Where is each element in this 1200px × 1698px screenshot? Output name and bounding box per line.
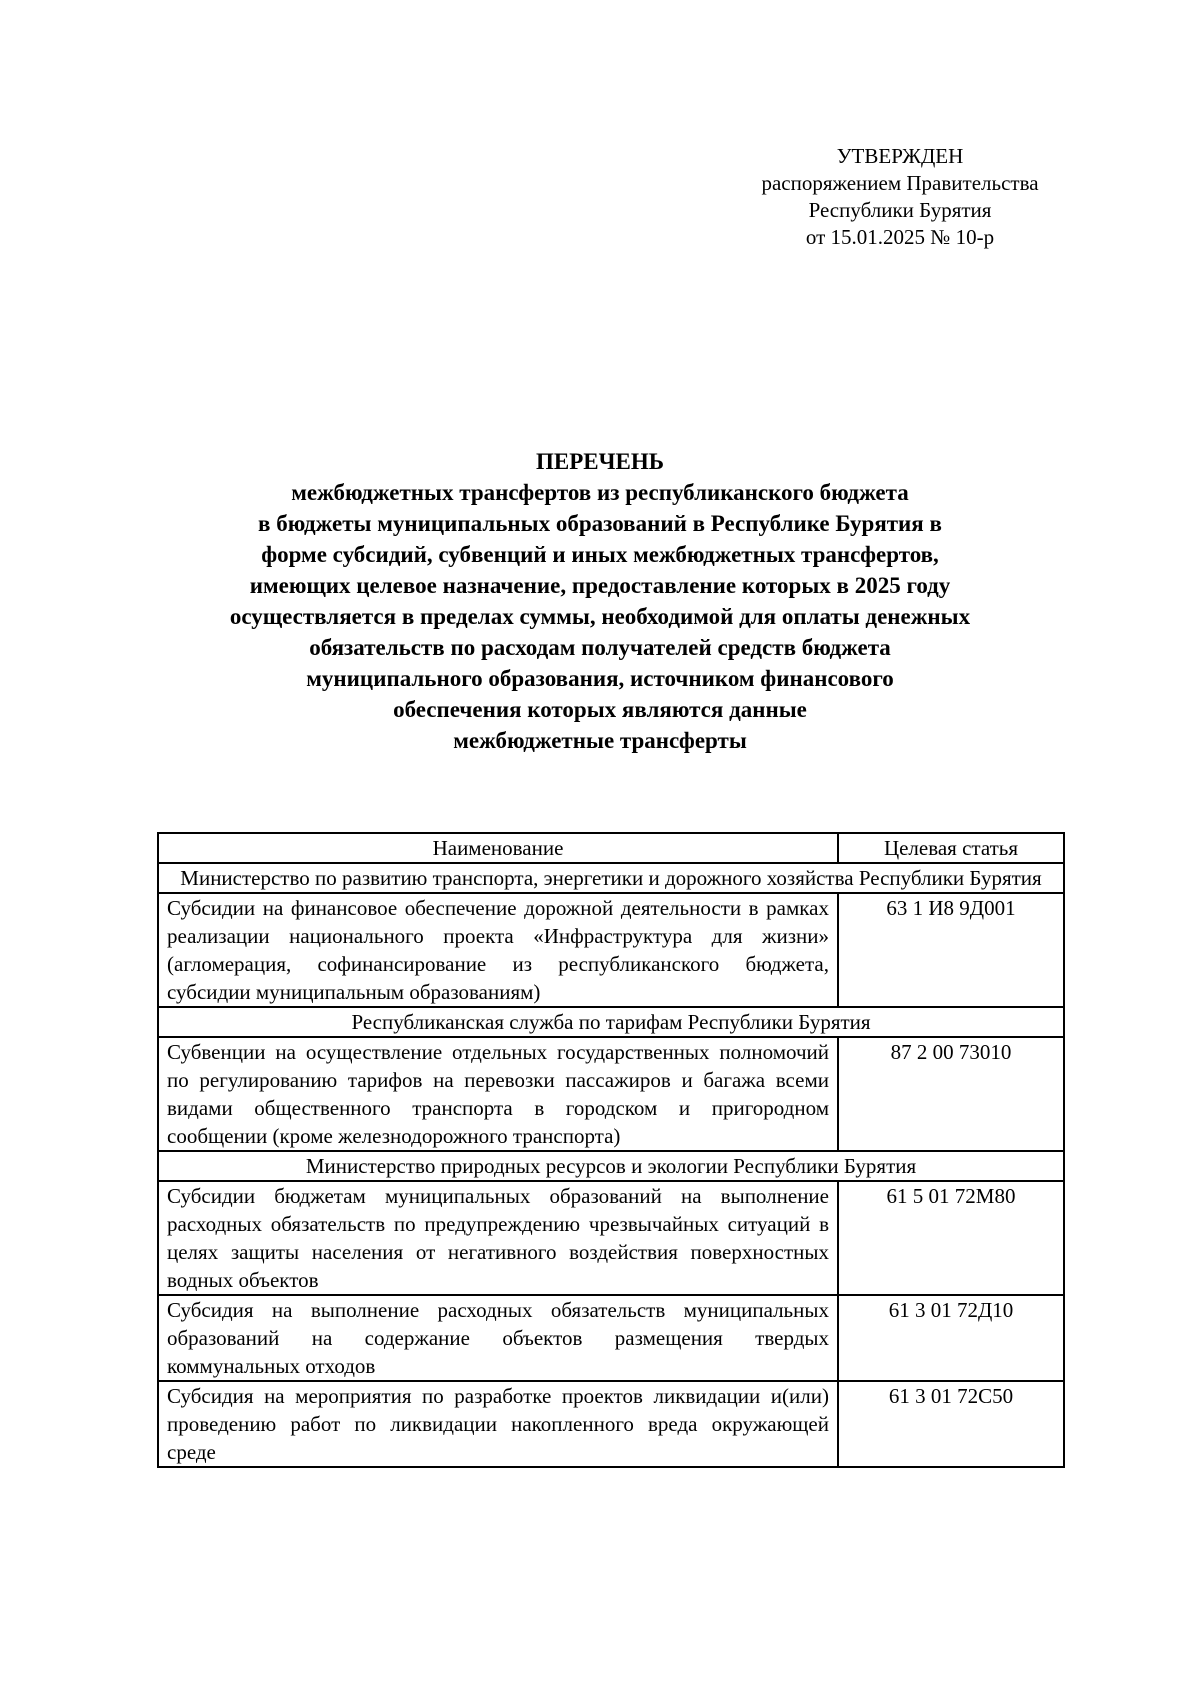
table-row [158,893,1064,1007]
approval-heading: УТВЕРЖДЕН [836,144,964,168]
title-line: форме субсидий, субвенций и иных межбюджетных трансфертов, [261,542,939,567]
title-line: осуществляется в пределах суммы, необходимой для оплаты денежных [229,604,971,629]
department-row [158,1007,1064,1037]
target-article-code: 61 3 01 72С50 [838,1381,1064,1467]
approval-republic-line: Республики Бурятия [808,198,992,222]
title-line: обеспечения которых являются данные [393,697,807,722]
document-title [140,446,1060,756]
transfer-name: Субсидии на финансовое обеспечение дорожной деятельности в рамках реализации национального проекта «Инфраструктура для жизни» (агломерация, софинансирование из республиканского бюджета, субсидии муниципальным образованиям) [158,893,838,1007]
transfer-name: Субвенции на осуществление отдельных государственных полномочий по регулированию тарифов на перевозки пассажиров и багажа всеми видами общественного транспорта в городском и пригородном сообщении (кроме железнодорожного транспорта) [158,1037,838,1151]
table-header-row [158,833,1064,863]
target-article-code: 63 1 И8 9Д001 [838,893,1064,1007]
approval-stamp [740,143,1060,251]
title-line: имеющих целевое назначение, предоставление которых в 2025 году [249,573,951,598]
title-line: межбюджетных трансфертов из республиканского бюджета [291,480,909,505]
title-line: муниципального образования, источником финансового [306,666,894,691]
table-row [158,1295,1064,1381]
column-header-code: Целевая статья [838,833,1064,863]
transfer-name: Субсидия на мероприятия по разработке проектов ликвидации и(или) проведению работ по ликвидации накопленного вреда окружающей среде [158,1381,838,1467]
title-line: обязательств по расходам получателей средств бюджета [309,635,891,660]
target-article-code: 61 5 01 72М80 [838,1181,1064,1295]
title-line: в бюджеты муниципальных образований в Республике Бурятия в [258,511,942,536]
title-heading: ПЕРЕЧЕНЬ [536,449,664,474]
approval-order-line: распоряжением Правительства [761,171,1039,195]
title-line: межбюджетные трансферты [453,728,747,753]
department-name: Республиканская служба по тарифам Республики Бурятия [158,1007,1064,1037]
target-article-code: 87 2 00 73010 [838,1037,1064,1151]
transfer-name: Субсидии бюджетам муниципальных образований на выполнение расходных обязательств по предупреждению чрезвычайных ситуаций в целях защиты населения от негативного воздействия поверхностных водных объектов [158,1181,838,1295]
table-row [158,1181,1064,1295]
department-row [158,863,1064,893]
department-name: Министерство природных ресурсов и экологии Республики Бурятия [158,1151,1064,1181]
department-row [158,1151,1064,1181]
approval-date-number: от 15.01.2025 № 10-р [805,225,995,249]
column-header-name: Наименование [158,833,838,863]
target-article-code: 61 3 01 72Д10 [838,1295,1064,1381]
transfer-name: Субсидия на выполнение расходных обязательств муниципальных образований на содержание объектов размещения твердых коммунальных отходов [158,1295,838,1381]
department-name: Министерство по развитию транспорта, энергетики и дорожного хозяйства Республики Бурятия [158,863,1064,893]
table-row [158,1037,1064,1151]
transfers-table [157,832,1065,1468]
table-row [158,1381,1064,1467]
